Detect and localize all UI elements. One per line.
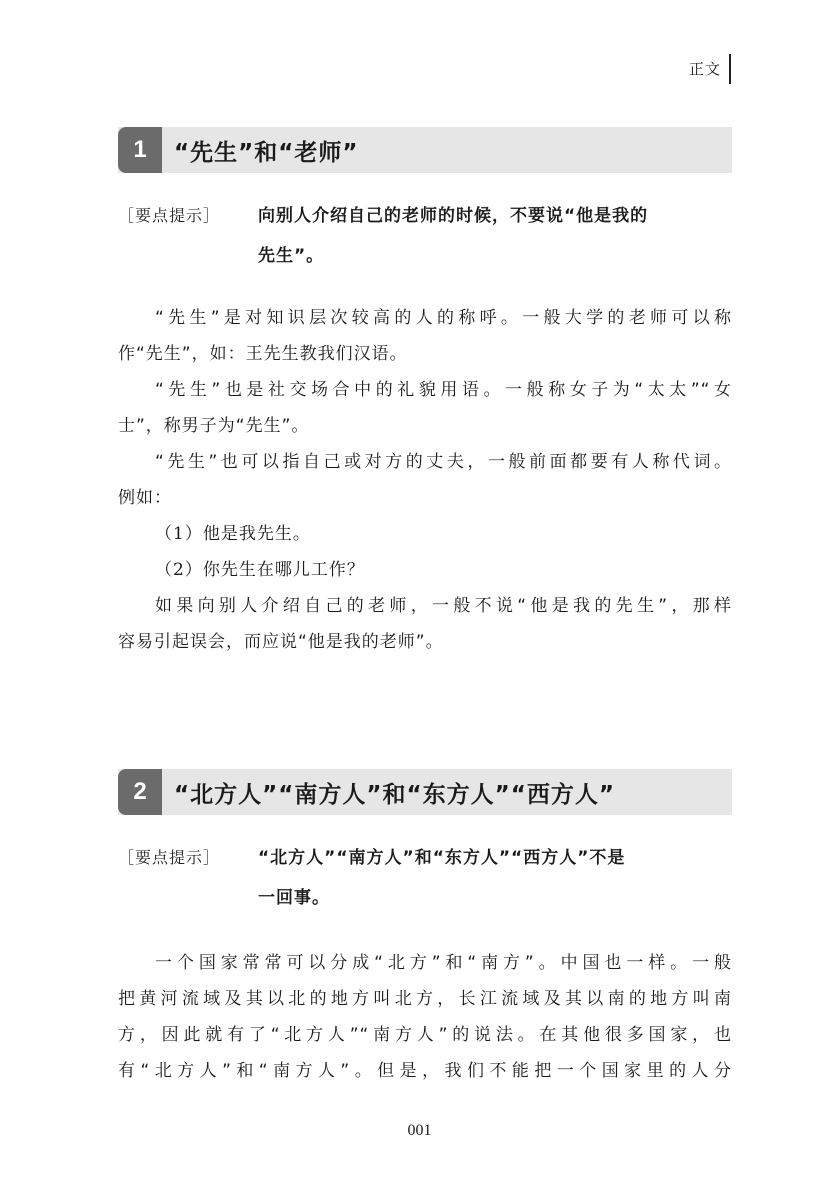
body-line: “先生”也是社交场合中的礼貌用语。一般称女子为“太太”“女	[155, 380, 732, 400]
example-line: （1）他是我先生。	[155, 524, 311, 544]
tip-line: 向别人介绍自己的老师的时候，不要说“他是我的	[258, 206, 649, 226]
section-title: “先生”和“老师”	[174, 139, 359, 166]
body-line: 有“北方人”和“南方人”。但是，我们不能把一个国家里的人分	[118, 1061, 732, 1081]
body-line: 如果向别人介绍自己的老师，一般不说“他是我的先生”，那样	[155, 596, 732, 616]
section-number-badge: 1	[118, 127, 162, 173]
section-number-badge: 2	[118, 769, 162, 815]
tip-label: ［要点提示］	[118, 206, 221, 225]
body-line: “先生”是对知识层次较高的人的称呼。一般大学的老师可以称	[155, 308, 732, 328]
section-2-header	[118, 769, 732, 815]
tip-text	[258, 196, 732, 276]
tip-line: 先生”。	[258, 246, 325, 266]
section-1-header	[118, 127, 732, 173]
tip-line: 一回事。	[258, 888, 330, 908]
example-line: （2）你先生在哪儿工作？	[155, 560, 365, 580]
section-1-body	[118, 300, 732, 660]
body-line: 方，因此就有了“北方人”“南方人”的说法。在其他很多国家，也	[118, 1025, 732, 1045]
body-line: 士”，称男子为“先生”。	[118, 416, 310, 436]
section-title: “北方人”“南方人”和“东方人”“西方人”	[174, 781, 615, 808]
section-2-body	[118, 945, 732, 1089]
body-line: “先生”也可以指自己或对方的丈夫，一般前面都要有人称代词。	[155, 452, 732, 472]
body-line: 例如：	[118, 488, 172, 508]
body-line: 把黄河流域及其以北的地方叫北方，长江流域及其以南的地方叫南	[118, 989, 732, 1009]
page-number: 001	[407, 1122, 432, 1139]
body-line: 一个国家常常可以分成“北方”和“南方”。中国也一样。一般	[155, 953, 732, 973]
body-line: 作“先生”，如：王先生教我们汉语。	[118, 344, 408, 364]
tip-line: “北方人”“南方人”和“东方人”“西方人”不是	[258, 848, 626, 868]
section-1-tip	[118, 196, 732, 276]
header-divider	[729, 54, 731, 84]
section-2-tip	[118, 838, 732, 918]
running-header: 正文	[688, 60, 721, 78]
body-line: 容易引起误会，而应说“他是我的老师”。	[118, 632, 444, 652]
tip-label: ［要点提示］	[118, 848, 221, 867]
tip-text	[258, 838, 732, 918]
